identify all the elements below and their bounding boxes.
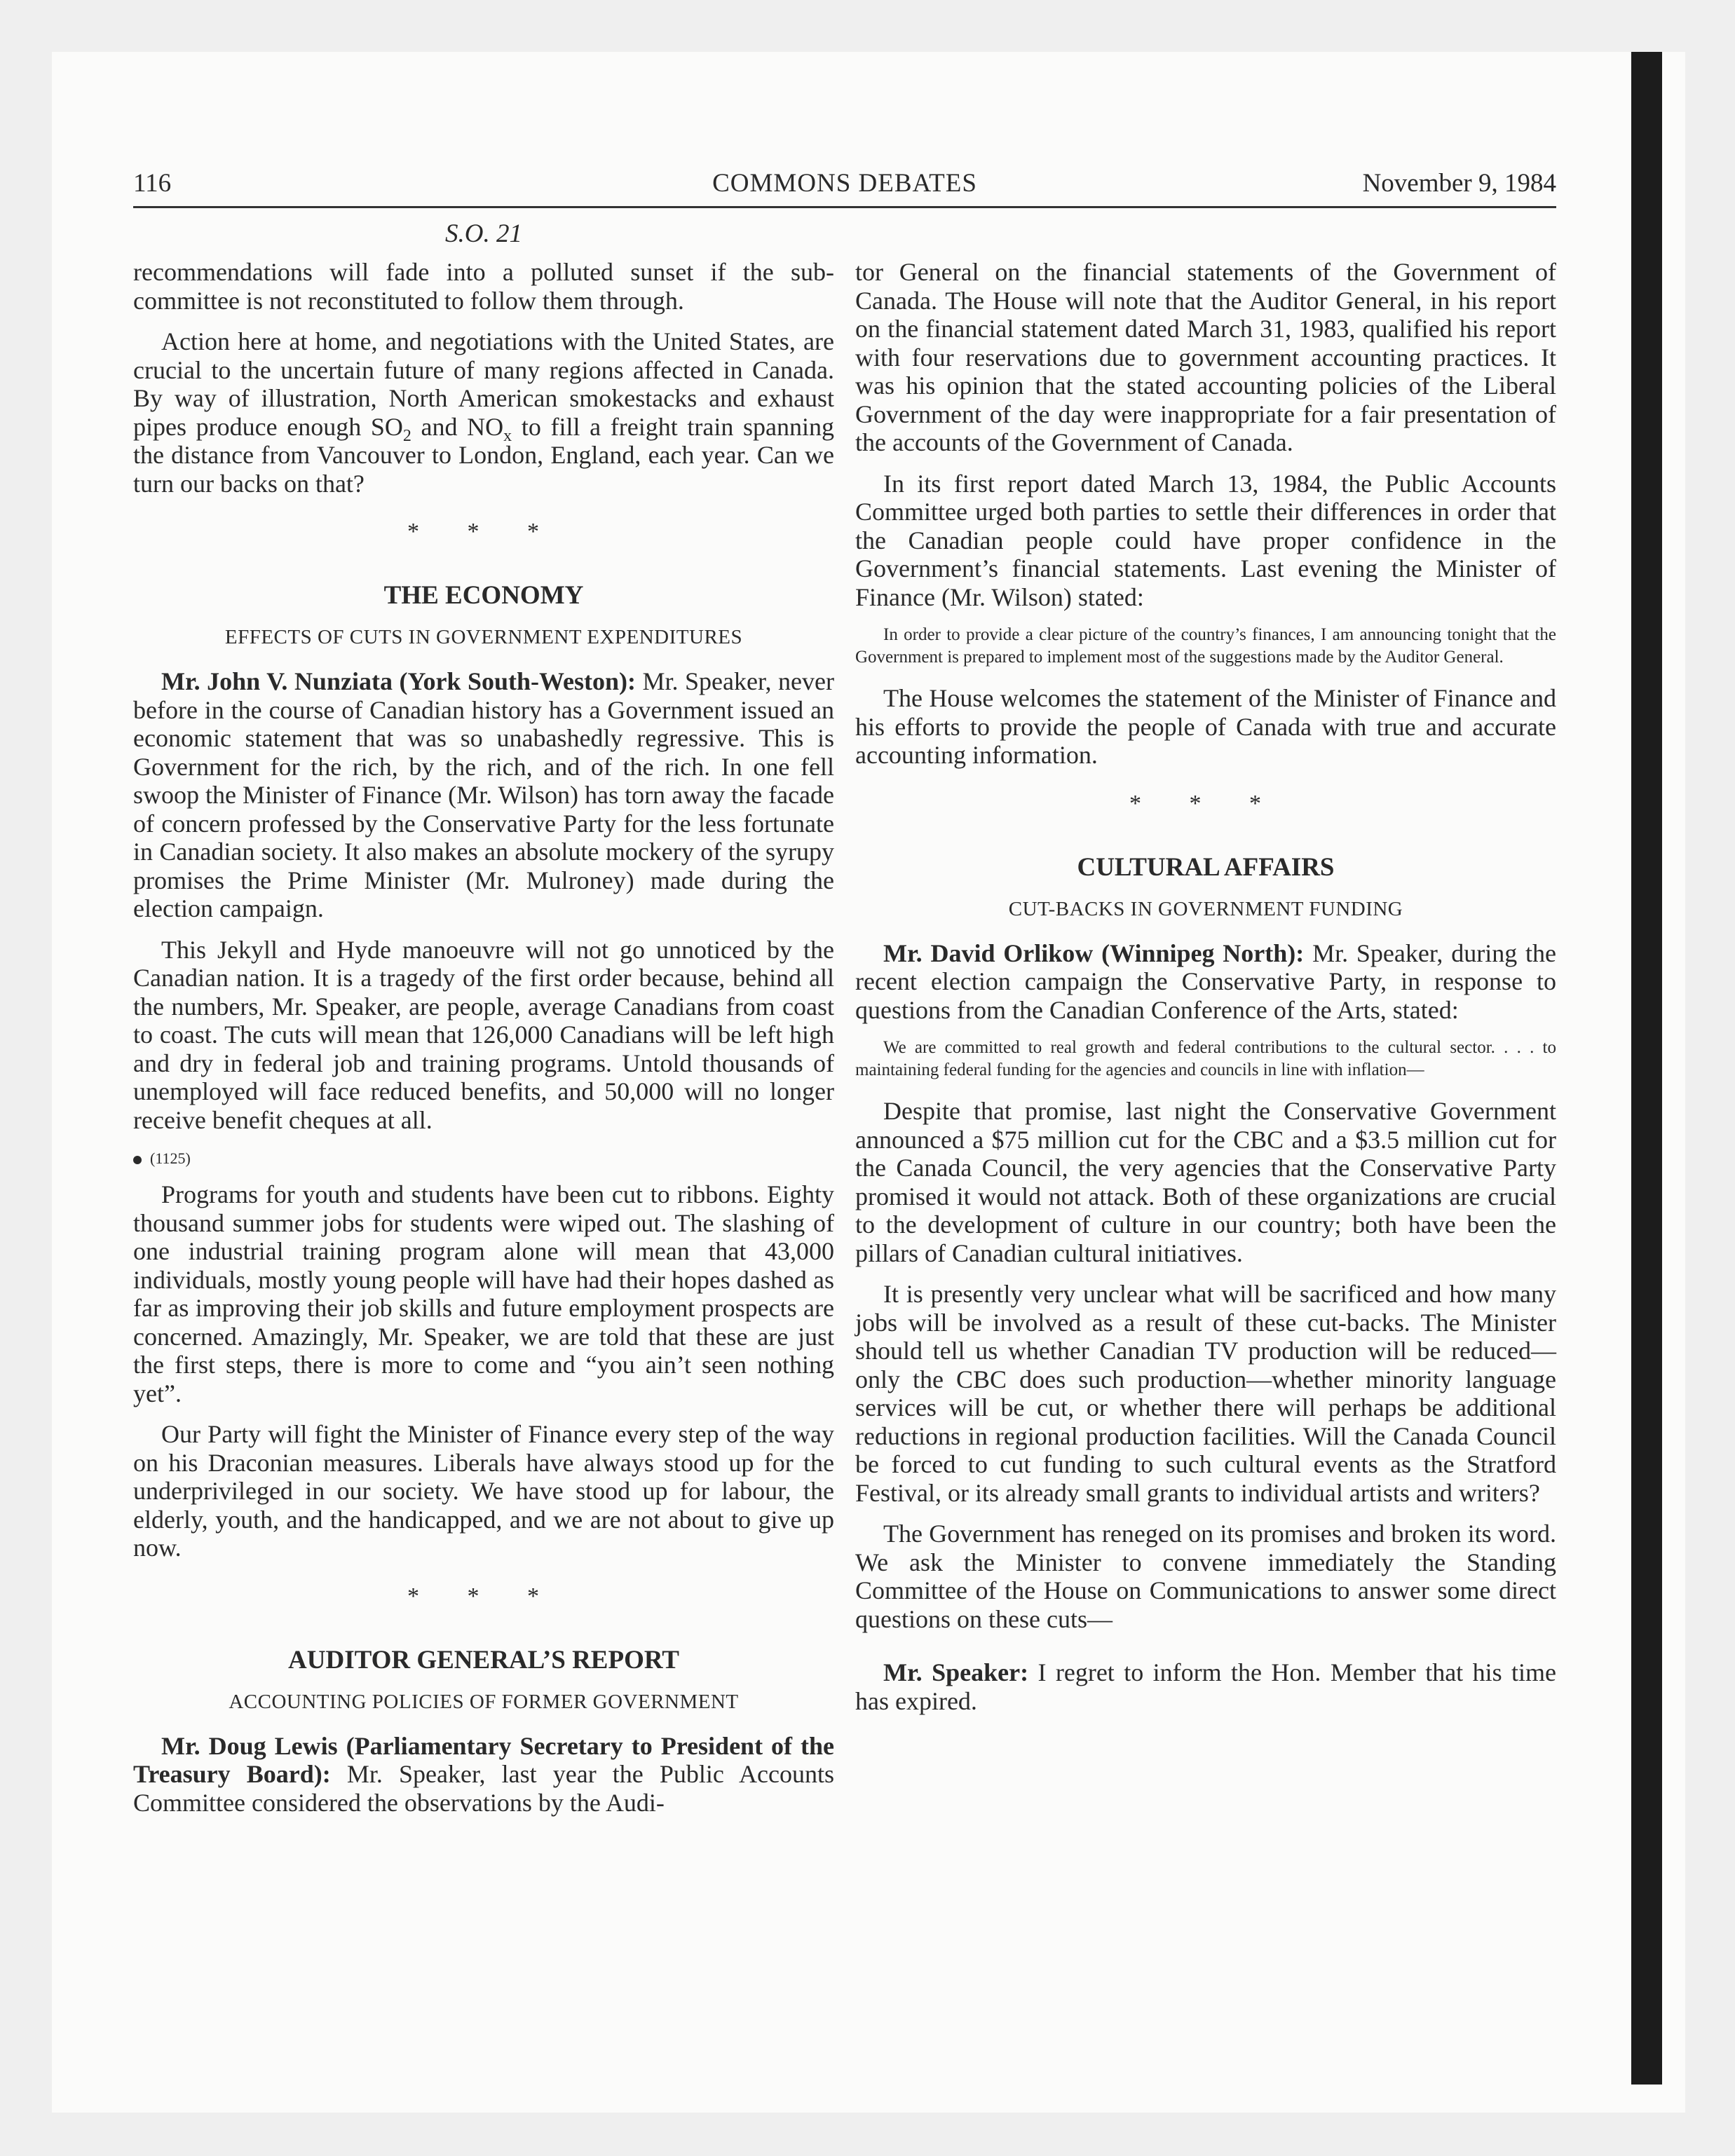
speaker-name: Mr. John V. Nunziata (York South-Weston):	[161, 667, 636, 695]
section-subheading: EFFECTS OF CUTS IN GOVERNMENT EXPENDITURES	[224, 626, 743, 648]
page-number: 116	[133, 169, 172, 198]
section-divider: * * *	[407, 1583, 560, 1609]
section-subheading: CUT-BACKS IN GOVERNMENT FUNDING	[1008, 897, 1403, 920]
scan-edge-bar	[1631, 52, 1662, 2085]
block-quote: In order to provide a clear picture of the country’s finances, I am announcing tonight that the Government is prepared to implement most of the suggestions made by the Auditor General.	[855, 625, 1556, 667]
section-divider: * * *	[407, 519, 560, 545]
left-column	[133, 258, 834, 1829]
section-heading: AUDITOR GENERAL’S REPORT	[288, 1645, 679, 1674]
paragraph: tor General on the financial statements of the Government of Canada. The House will note that the Auditor General, in his report on the financial statement dated March 31, 1983, qualified his report with four reservations due to government accounting practices. It was his opinion that the stated accounting policies of the Liberal Government of the day were inappropriate for a fair presentation of the accounts of the Government of Canada.	[855, 258, 1556, 456]
speech-paragraph: Mr. Speaker: I regret to inform the Hon. Member that his time has expired.	[855, 1658, 1557, 1715]
section-marker: S.O. 21	[445, 219, 522, 248]
block-quote: We are committed to real growth and federal contributions to the cultural sector. . . . to maintaining federal funding for the agencies and councils in line with inflation—	[855, 1038, 1556, 1079]
paragraph: In its first report dated March 13, 1984, the Public Accounts Committee urged both parties to settle their differences in order that the Canadian people could have proper confidence in the Government’s financial statements. Last evening the Minister of Finance (Mr. Wilson) stated:	[855, 469, 1556, 611]
page-date: November 9, 1984	[1362, 169, 1556, 198]
paragraph: It is presently very unclear what will be sacrificed and how many jobs will be involved as a result of these cut-backs. The Minister should tell us whether Canadian TV production will be reduced—only the CBC does such production—whether minority language services will be cut, or whether there will perhaps be additional reductions in regional production facilities. Will the Canada Council be forced to cut funding to such cultural events as the Stratford Festival, or its already small grants to individual artists and writers?	[855, 1280, 1556, 1507]
section-divider: * * *	[1129, 790, 1282, 817]
speaker-name: Mr. Speaker:	[883, 1658, 1029, 1686]
speaker-name: Mr. David Orlikow (Winnipeg North):	[883, 939, 1305, 967]
paragraph: The House welcomes the statement of the Minister of Finance and his efforts to provide the people of Canada with true and accurate accounting information.	[855, 684, 1556, 769]
paragraph: recommendations will fade into a polluted sunset if the sub-committee is not reconstituted to follow them through.	[133, 258, 834, 315]
paragraph: The Government has reneged on its promises and broken its word. We ask the Minister to convene immediately the Standing Committee of the House on Communications to answer some direct questions on these cuts—	[855, 1520, 1556, 1633]
right-column	[855, 258, 1556, 1728]
speech-paragraph: Mr. David Orlikow (Winnipeg North): Mr. Speaker, during the recent election campaign the Conservative Party, in response to questions from the Canadian Conference of the Arts, stated:	[855, 939, 1556, 1024]
paragraph: Despite that promise, last night the Conservative Government announced a $75 million cut for the CBC and a $3.5 million cut for the Canada Council, the very agencies that the Conservative Party promised it would not attack. Both of these organizations are crucial to the development of culture in our country; both have been the pillars of Canadian cultural initiatives.	[855, 1097, 1556, 1267]
paragraph: Programs for youth and students have been cut to ribbons. Eighty thousand summer jobs for students were wiped out. The slashing of one industrial training program alone will mean that 43,000 individuals, mostly young people will have had their hopes dashed as far as improving their job skills and future employment prospects are concerned. Amazingly, Mr. Speaker, we are told that these are just the first steps, there is more to come and “you ain’t seen nothing yet”.	[133, 1180, 834, 1407]
paragraph: This Jekyll and Hyde manoeuvre will not go unnoticed by the Canadian nation. It is a tragedy of the first order because, behind all the numbers, Mr. Speaker, are people, average Canadians from coast to coast. The cuts will mean that 126,000 Canadians will be left high and dry in federal job and training programs. Untold thousands of unemployed will face reduced benefits, and 50,000 will no longer receive benefit cheques at all.	[133, 935, 834, 1134]
bullet-icon	[133, 1156, 142, 1164]
page-header	[133, 165, 1556, 208]
speech-paragraph: Mr. John V. Nunziata (York South-Weston): Mr. Speaker, never before in the course of Canadian history has a Government issued an economic statement that was so unabashedly regressive. This is Government for the rich, by the rich, and of the rich. In one fell swoop the Minister of Finance (Mr. Wilson) has torn away the facade of concern professed by the Conservative Party for the less fortunate in Canadian society. It also makes an absolute mockery of the syrupy promises the Prime Minister (Mr. Mulroney) made during the election campaign.	[133, 667, 834, 922]
section-heading: THE ECONOMY	[383, 581, 584, 610]
speaker-name: Mr. Doug Lewis (Parliamentary Secretary to President of the Treasury Board):	[133, 1731, 834, 1788]
section-heading: CULTURAL AFFAIRS	[1077, 852, 1335, 882]
section-subheading: ACCOUNTING POLICIES OF FORMER GOVERNMENT	[229, 1690, 739, 1713]
publication-title: COMMONS DEBATES	[712, 169, 977, 198]
paragraph: Action here at home, and negotiations with the United States, are crucial to the uncertain future of many regions affected in Canada. By way of illustration, North American smokestacks and exhaust pipes produce enough $SO_2$ and $NO_x$ to fill a freight train spanning the distance from Vancouver to London, England, each year. Can we turn our backs on that?	[133, 327, 834, 498]
paragraph: Our Party will fight the Minister of Finance every step of the way on his Draconian measures. Liberals have always stood up for the underprivileged in our society. We have stood up for labour, the elderly, youth, and the handicapped, and we are not about to give up now.	[133, 1420, 834, 1562]
speech-paragraph: Mr. Doug Lewis (Parliamentary Secretary to President of the Treasury Board): Mr. Speaker, last year the Public Accounts Committee considered the observations by the Audi-	[133, 1731, 834, 1817]
time-marker: (1125)	[133, 1149, 834, 1168]
